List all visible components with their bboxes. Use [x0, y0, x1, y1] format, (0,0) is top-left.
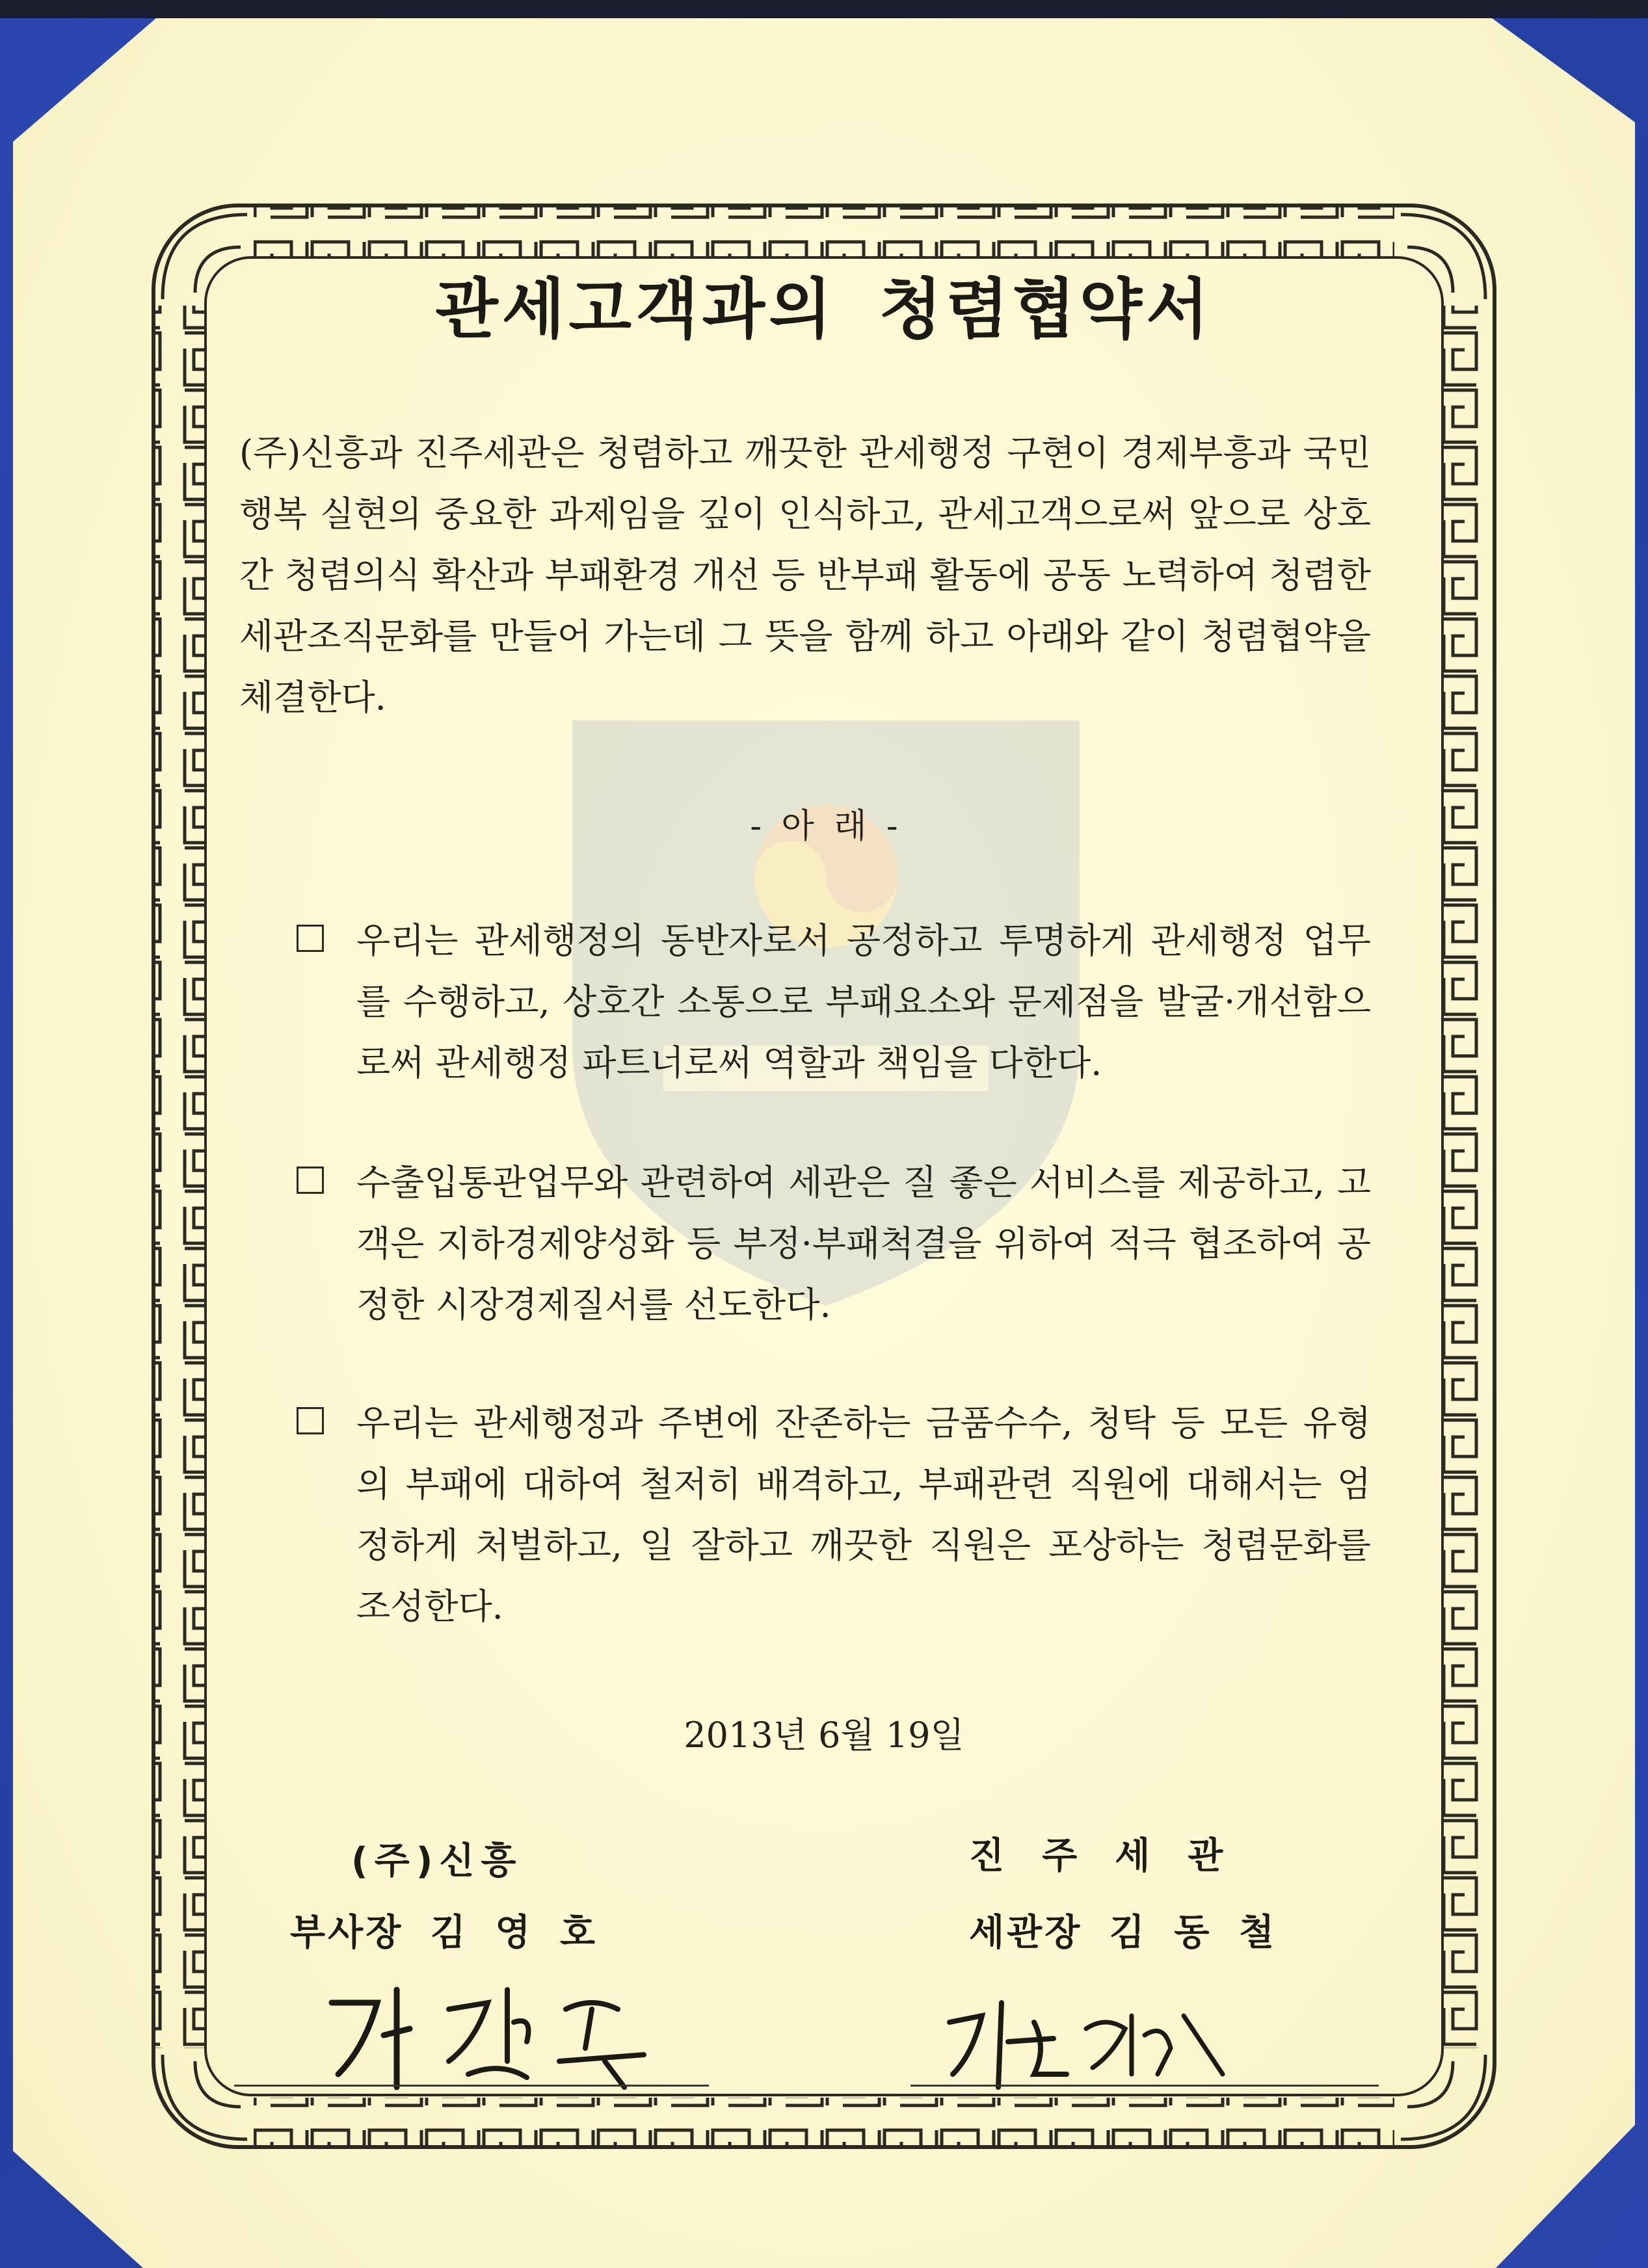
clause-text: 우리는 관세행정과 주변에 잔존하는 금품수수, 청탁 등 모든 유형의 부패에 대하여 철저히 배격하고, 부패관련 직원에 대해서는 엄정하게 처벌하고, 일 잘하고 깨끗한 직원은 포상하는 청렴문화를 조성한다.: [356, 1403, 1371, 1627]
party-right-name: 진주세관: [969, 1835, 1261, 1877]
clause-item: [356, 1393, 1371, 1637]
party-left-name: (주)신흥: [351, 1840, 523, 1882]
checkbox-square-icon: [297, 1167, 324, 1194]
agreement-date: 2013년 6월 19일: [684, 1715, 964, 1756]
checkbox-square-icon: [297, 925, 324, 952]
signature-line-right: [910, 2085, 1379, 2087]
intro-paragraph: (주)신흥과 진주세관은 청렴하고 깨끗한 관세행정 구현이 경제부흥과 국민행복 실현의 중요한 과제임을 깊이 인식하고, 관세고객으로써 앞으로 상호간 청렴의식 확산과 부패환경 개선 등 반부패 활동에 공동 노력하여 청렴한 세관조직문화를 만들어 가는데 그 뜻을 함께 하고 아래와 같이 청렴협약을 체결한다.: [239, 432, 1371, 718]
checkbox-square-icon: [297, 1407, 324, 1434]
clause-text: 수출입통관업무와 관련하여 세관은 질 좋은 서비스를 제공하고, 고객은 지하경제양성화 등 부정·부패척결을 위하여 적극 협조하여 공정한 시장경제질서를 선도한다.: [356, 1162, 1371, 1325]
clause-item: [356, 910, 1371, 1094]
document-title: 관세고객과의 청렴협약서: [435, 270, 1213, 347]
party-right-representative: 세관장 김 동 철: [969, 1912, 1277, 1954]
clause-text: 우리는 관세행정의 동반자로서 공정하고 투명하게 관세행정 업무를 수행하고, 상호간 소통으로 부패요소와 문제점을 발굴·개선함으로써 관세행정 파트너로써 역할과 책임을 다한다.: [356, 920, 1371, 1083]
signature-right: [937, 1977, 1249, 2094]
signature-left: [319, 1964, 683, 2094]
party-left-representative: 부사장 김 영 호: [290, 1912, 598, 1954]
section-heading: - 아 래 -: [750, 807, 898, 846]
signature-line-left: [234, 2085, 709, 2087]
clause-item: [356, 1152, 1371, 1336]
